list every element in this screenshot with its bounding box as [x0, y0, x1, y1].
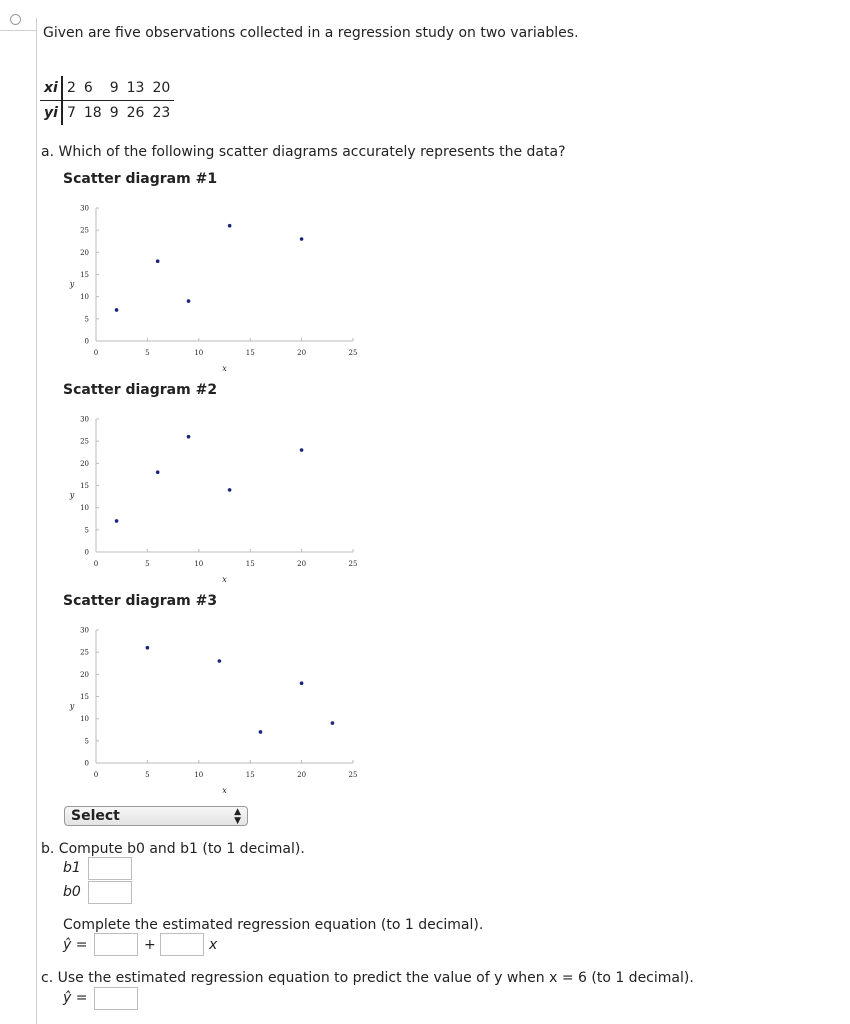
table-cell: 7: [66, 105, 76, 121]
table-row: [40, 101, 174, 126]
question-intro: Given are five observations collected in a regression study on two variables.: [43, 25, 579, 41]
top-divider: [0, 30, 36, 31]
table-cell: 9: [106, 76, 123, 101]
scatter-diagram-1: [60, 198, 370, 378]
y-tick-label: 25: [80, 648, 89, 657]
chart-title-1: Scatter diagram #1: [63, 171, 218, 187]
data-point: [146, 646, 150, 650]
prediction-yhat-label: ŷ =: [63, 990, 88, 1006]
y-tick-label: 20: [80, 459, 89, 468]
y-tick-label: 15: [80, 271, 89, 279]
data-point: [218, 659, 222, 663]
prediction-input[interactable]: [94, 987, 138, 1010]
question-marker-icon[interactable]: [10, 14, 21, 25]
data-point: [115, 308, 119, 312]
x-tick-label: 5: [145, 560, 150, 568]
data-point: [156, 259, 160, 263]
x-tick-label: 5: [145, 349, 150, 357]
table-cell: 13: [123, 76, 149, 101]
x-symbol: x: [209, 937, 218, 953]
part-c-prompt: c. Use the estimated regression equation to predict the value of y when x = 6 (to 1 decimal).: [41, 970, 694, 986]
y-tick-label: 5: [84, 315, 89, 324]
y-tick-label: 20: [80, 248, 89, 257]
y-axis-label: y: [69, 279, 75, 289]
data-table: [40, 76, 174, 125]
x-axis-label: x: [222, 786, 227, 795]
table-cell: 9: [109, 105, 119, 121]
scatter-diagram-2: [60, 409, 370, 589]
table-cell: 6: [80, 76, 106, 101]
y-tick-label: 30: [80, 204, 89, 213]
b1-input[interactable]: [88, 857, 132, 880]
y-axis-label: y: [69, 701, 75, 711]
x-tick-label: 0: [93, 349, 99, 357]
x-tick-label: 25: [348, 560, 358, 568]
x-tick-label: 15: [245, 560, 255, 568]
part-b-prompt: b. Compute b0 and b1 (to 1 decimal).: [41, 841, 305, 857]
b0-input[interactable]: [88, 881, 132, 904]
slope-input[interactable]: [160, 933, 204, 956]
data-point: [156, 470, 160, 474]
y-tick-label: 0: [84, 548, 89, 557]
plus-sign: +: [144, 937, 156, 953]
y-tick-label: 0: [84, 759, 89, 768]
table-cell: 23: [152, 105, 171, 121]
x-tick-label: 15: [245, 771, 255, 779]
y-tick-label: 10: [80, 293, 89, 302]
select-label: Select: [71, 808, 120, 824]
x-tick-label: 25: [348, 771, 358, 779]
y-tick-label: 25: [80, 437, 89, 446]
intercept-input[interactable]: [94, 933, 138, 956]
x-axis-label: x: [222, 575, 227, 584]
y-tick-label: 25: [80, 226, 89, 235]
equation-prompt: Complete the estimated regression equation (to 1 decimal).: [63, 917, 484, 933]
x-tick-label: 25: [348, 349, 358, 357]
data-point: [300, 681, 304, 685]
y-tick-label: 30: [80, 415, 89, 424]
scatter-select-dropdown[interactable]: [64, 806, 248, 826]
y-label: yi: [40, 101, 62, 126]
chart-title-2: Scatter diagram #2: [63, 382, 218, 398]
table-cell: 26: [126, 105, 145, 121]
yhat-label: ŷ =: [63, 937, 88, 953]
data-point: [228, 488, 232, 492]
data-point: [331, 721, 335, 725]
y-tick-label: 20: [80, 670, 89, 679]
data-point: [187, 299, 191, 303]
y-tick-label: 15: [80, 482, 89, 490]
x-tick-label: 20: [297, 349, 307, 357]
y-axis-label: y: [69, 490, 75, 500]
y-tick-label: 0: [84, 337, 89, 346]
scatter-diagram-3: [60, 620, 370, 800]
x-tick-label: 10: [194, 560, 204, 568]
x-tick-label: 5: [145, 771, 150, 779]
select-arrows-icon: ▲ ▼: [234, 807, 241, 826]
x-tick-label: 0: [93, 560, 99, 568]
left-divider: [36, 18, 37, 1024]
part-a-prompt: a. Which of the following scatter diagrams accurately represents the data?: [41, 144, 566, 160]
table-cell: 2: [62, 76, 80, 101]
table-row: [40, 76, 174, 101]
x-tick-label: 20: [297, 560, 307, 568]
data-point: [259, 730, 263, 734]
y-tick-label: 5: [84, 526, 89, 535]
x-label: xi: [40, 76, 62, 101]
b1-label: b1: [63, 860, 81, 876]
data-point: [300, 448, 304, 452]
data-point: [115, 519, 119, 523]
x-tick-label: 10: [194, 349, 204, 357]
x-axis-label: x: [222, 364, 227, 373]
data-point: [187, 435, 191, 439]
table-cell: 20: [148, 76, 174, 101]
y-tick-label: 10: [80, 715, 89, 724]
x-tick-label: 10: [194, 771, 204, 779]
x-tick-label: 15: [245, 349, 255, 357]
y-tick-label: 5: [84, 737, 89, 746]
y-tick-label: 10: [80, 504, 89, 513]
x-tick-label: 0: [93, 771, 99, 779]
b0-label: b0: [63, 884, 81, 900]
data-point: [300, 237, 304, 241]
y-tick-label: 30: [80, 626, 89, 635]
y-tick-label: 15: [80, 693, 89, 701]
x-tick-label: 20: [297, 771, 307, 779]
chart-title-3: Scatter diagram #3: [63, 593, 218, 609]
table-cell: 18: [83, 105, 102, 121]
data-point: [228, 224, 232, 228]
